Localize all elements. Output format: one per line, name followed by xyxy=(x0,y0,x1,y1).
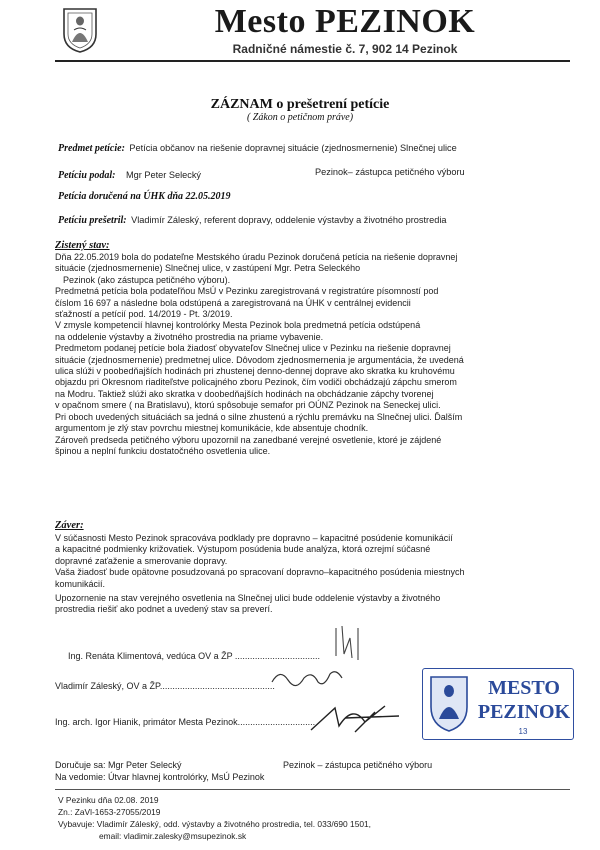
city-stamp xyxy=(422,668,574,740)
signature-klimentova: Ing. Renáta Klimentová, vedúca OV a ŽP .................................. xyxy=(68,651,320,661)
body-line: situácie (zjednosmernenie) Slnečnej ulice, v zastúpení Mgr. Petra Seleckého xyxy=(55,263,361,274)
body-line: sťažností a petícií pod. 14/2019 - Pt. 3/2019. xyxy=(55,309,233,320)
body-line: komunikácií. xyxy=(55,578,106,589)
dorucuje-sa: Doručuje sa: Mgr Peter Selecký xyxy=(55,760,182,770)
body-line: Pezinok (ako zástupca petičného výboru). xyxy=(63,274,231,285)
field-dorucena: Petícia doručená na ÚHK dňa 22.05.2019 xyxy=(58,191,231,202)
body-line: prostredia riešiť ako podnet a uvedený stav sa preverí. xyxy=(55,604,273,615)
city-crest-icon xyxy=(60,6,100,54)
body-line: Pri oboch uvedených situáciách sa jedná o silne zhustenú a rýchlu premávku na Slnečnej ulici. Ďalším xyxy=(55,411,463,422)
stamp-line2: PEZINOK xyxy=(477,701,571,723)
zaver-body xyxy=(55,533,565,616)
body-line: V súčasnosti Mesto Pezinok spracováva podklady pre dopravno – kapacitné posúdenie komunikácií xyxy=(55,533,453,543)
stamp-line1: MESTO xyxy=(488,677,560,699)
body-line: číslom 16 697 a následne bola odstúpená a zaregistrovaná na ÚHK v centrálnej evidencii xyxy=(55,297,411,308)
zaver-heading: Záver: xyxy=(55,520,84,531)
body-line: Predmetná petícia bola podateľňou MsÚ v Pezinku zaregistrovaná v registratúre písomností pod xyxy=(55,286,439,297)
podal-role: Pezinok– zástupca petičného výboru xyxy=(315,167,465,177)
signature-klimentova-mark xyxy=(330,624,370,662)
signature-zalesky-mark xyxy=(268,664,348,690)
signature-zalesky: Vladimír Záleský, OV a ŽP.............................................. xyxy=(55,681,275,691)
na-vedomie: Na vedomie: Útvar hlavnej kontrolórky, MsÚ Pezinok xyxy=(55,772,265,782)
body-line: Zároveň predseda petičného výboru upozornil na zanedbané verejné osvetlenie, ktoré je zájdené xyxy=(55,434,442,445)
predmet-label: Predmet petície: xyxy=(58,143,125,154)
footer-vybavuje: Vybavuje: Vladimír Záleský, odd. výstavby a životného prostredia, tel. 033/690 1501, xyxy=(58,819,371,829)
predmet-value: Petícia občanov na riešenie dopravnej situácie (zjednosmernenie) Slnečnej ulice xyxy=(129,143,457,153)
city-name: Mesto PEZINOK xyxy=(214,3,476,40)
stamp-crest-icon xyxy=(427,673,471,733)
document-title: ZÁZNAM o prešetrení petície xyxy=(210,97,390,112)
body-line: objazdu pri Okresnom riaditeľstve policajného zboru Pezinok, čím vodiči obchádzajú zápchu smerom xyxy=(55,377,457,388)
body-line: V zmysle kompetencií hlavnej kontrolórky Mesta Pezinok bola predmetná petícia odstúpená xyxy=(55,320,421,331)
field-presetril xyxy=(58,210,447,228)
body-line: ulica slúži v poobedňajších hodinách pri zhustenej denno-dennej doprave ako skratka ku kruhovému xyxy=(55,366,455,377)
body-line: na oddelenie výstavby a životného prostredia na priame vybavenie. xyxy=(55,331,324,342)
body-line: a kapacitné podmienky križovatiek. Výstupom posúdenia bude analýza, ktorá ozrejmí súčasné xyxy=(55,544,431,555)
body-line: v opačnom smere ( na Bratislavu), ktorú spôsobuje semafor pri OÚNZ Pezinok na Seneckej ulici. xyxy=(55,400,441,411)
body-line: Predmetom podanej petície bola žiadosť obyvateľov Slnečnej ulice v Pezinku na riešenie dopravnej xyxy=(55,343,451,354)
signature-hianik: Ing. arch. Igor Hianik, primátor Mesta Pezinok............................... xyxy=(55,717,316,727)
zisteny-stav-heading: Zistený stav: xyxy=(55,240,110,251)
body-line: Vaša žiadosť bude opätovne posudzovaná po spracovaní dopravno–kapacitného posúdenia miestnych xyxy=(55,567,465,578)
zisteny-stav-body xyxy=(55,252,565,457)
city-address: Radničné námestie č. 7, 902 14 Pezinok xyxy=(232,42,458,56)
body-line: Dňa 22.05.2019 bola do podateľne Mestského úradu Pezinok doručená petícia na riešenie dopravnej xyxy=(55,252,458,262)
body-line: špinou a neplní funkciu dostatočného osvetlenia ulice. xyxy=(55,445,271,456)
body-line: argumentom je zlý stav povrchu miestnej komunikácie, kde absentuje chodník. xyxy=(55,423,369,434)
field-predmet xyxy=(58,138,457,156)
body-line: dopravné zaťaženie a smerovanie dopravy. xyxy=(55,555,228,566)
document-subtitle: ( Zákon o petičnom práve) xyxy=(246,112,354,123)
footer-date: V Pezinku dňa 02.08. 2019 xyxy=(58,795,159,805)
signature-hianik-mark xyxy=(305,700,405,738)
body-line: na Modru. Taktiež slúži ako skratka v doobedňajších hodinách na obchádzanie zápchy tvorenej xyxy=(55,388,434,399)
dorucuje-role: Pezinok – zástupca petičného výboru xyxy=(283,760,433,770)
stamp-number: 13 xyxy=(518,727,528,736)
footer-divider xyxy=(55,789,570,790)
field-podal xyxy=(58,165,201,183)
footer-email: email: vladimir.zalesky@msupezinok.sk xyxy=(99,831,247,841)
presetril-value: Vladimír Záleský, referent dopravy, oddelenie výstavby a životného prostredia xyxy=(131,215,447,225)
footer-ref: Zn.: ZaVl-1653-27055/2019 xyxy=(58,807,161,817)
body-line: Upozornenie na stav verejného osvetlenia na Slnečnej ulici bude oddelenie výstavby a životného xyxy=(55,593,441,604)
header-divider xyxy=(55,60,570,62)
podal-value: Mgr Peter Selecký xyxy=(125,170,202,180)
body-line: situácie (zjednosmernenie) predmetnej ulice. Dôvodom zjednosmernenia je argumentácia, že uvedená xyxy=(55,354,464,365)
podal-label: Petíciu podal: xyxy=(58,170,116,181)
presetril-label: Petíciu prešetril: xyxy=(58,215,127,226)
